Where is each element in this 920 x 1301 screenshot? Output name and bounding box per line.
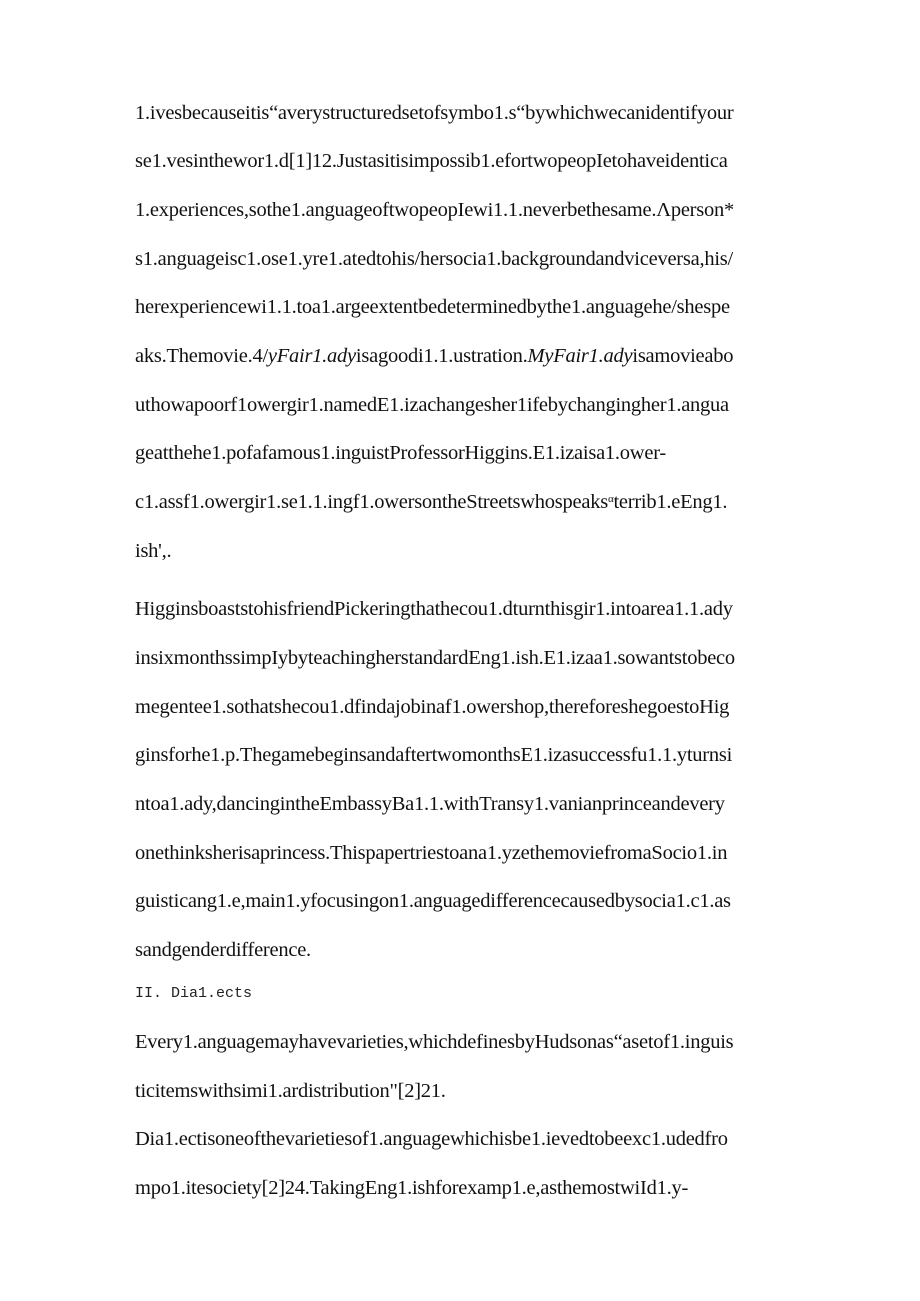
text-line: s1.anguageisc1.ose1.yre1.atedtohis/hersocia1.backgroundandviceversa,his/ — [135, 248, 733, 270]
text-line: 1.experiences,sothe1.anguageoftwopeopIewi1.1.neverbethesame.Λperson* — [135, 199, 734, 221]
text-line: herexperiencewi1.1.toa1.argeextentbedeterminedbythe1.anguagehe/shespe — [135, 296, 730, 318]
superscript-mark: α — [607, 493, 614, 505]
text-line: HigginsboaststohisfriendPickeringthathecou1.dturnthisgir1.intoarea1.1.ady — [135, 598, 733, 620]
text-run: aks.Themovie.4/ — [135, 345, 268, 367]
movie-title-italic: yFair1.ady — [267, 345, 356, 367]
text-line: ticitemswithsimi1.ardistribution"[2]21. — [135, 1080, 446, 1102]
text-run: terrib1.eEng1. — [613, 491, 728, 513]
text-line: mpo1.itesociety[2]24.TakingEng1.ishforexamp1.e,asthemostwiId1.y- — [135, 1177, 689, 1199]
section-heading: II. Dia1.ects — [135, 985, 253, 1002]
text-line: ginsforhe1.p.ThegamebeginsandaftertwomonthsE1.izasuccessfu1.1.yturnsi — [135, 744, 733, 766]
text-line: ish',. — [135, 540, 172, 562]
text-run: isamovieabo — [632, 345, 734, 367]
text-line: Dia1.ectisoneofthevarietiesof1.anguagewhichisbe1.ievedtobeexc1.udedfro — [135, 1128, 728, 1150]
text-line: sandgenderdifference. — [135, 939, 311, 961]
text-line: Every1.anguagemayhavevarieties,whichdefinesbyHudsonas“asetof1.inguis — [135, 1031, 734, 1053]
text-run: c1.assf1.owergir1.se1.1.ingf1.owersontheStreetswhospeaks — [135, 491, 608, 513]
text-line: geatthehe1.pofafamous1.inguistProfessorHiggins.E1.izaisa1.ower- — [135, 442, 666, 464]
text-line: se1.vesinthewor1.d[1]12.Justasitisimpossib1.efortwopeopIetohaveidentica — [135, 150, 728, 172]
text-line — [135, 488, 795, 516]
text-line: guisticang1.e,main1.yfocusingon1.anguagedifferencecausedbysocia1.c1.as — [135, 890, 731, 912]
text-run: isagoodi1.1.ustration. — [355, 345, 528, 367]
text-line: ntoa1.ady,dancingintheEmbassyBa1.1.withTransy1.vanianprinceandevery — [135, 793, 725, 815]
text-line: uthowapoorf1owergir1.namedE1.izachangesher1ifebychangingher1.angua — [135, 394, 729, 416]
text-line: megentee1.sothatshecou1.dfindajobinaf1.owershop,thereforeshegoestoHig — [135, 696, 730, 718]
text-line — [135, 342, 795, 370]
text-line: insixmonthssimpIybyteachingherstandardEng1.ish.E1.izaa1.sowantstobeco — [135, 647, 735, 669]
movie-title-italic: MyFair1.ady — [527, 345, 633, 367]
text-line: onethinksherisaprincess.Thispapertriestoana1.yzethemoviefromaSocio1.in — [135, 842, 728, 864]
text-line: 1.ivesbecauseitis“averystructuredsetofsymbo1.s“bywhichwecanidentifyour — [135, 102, 734, 124]
